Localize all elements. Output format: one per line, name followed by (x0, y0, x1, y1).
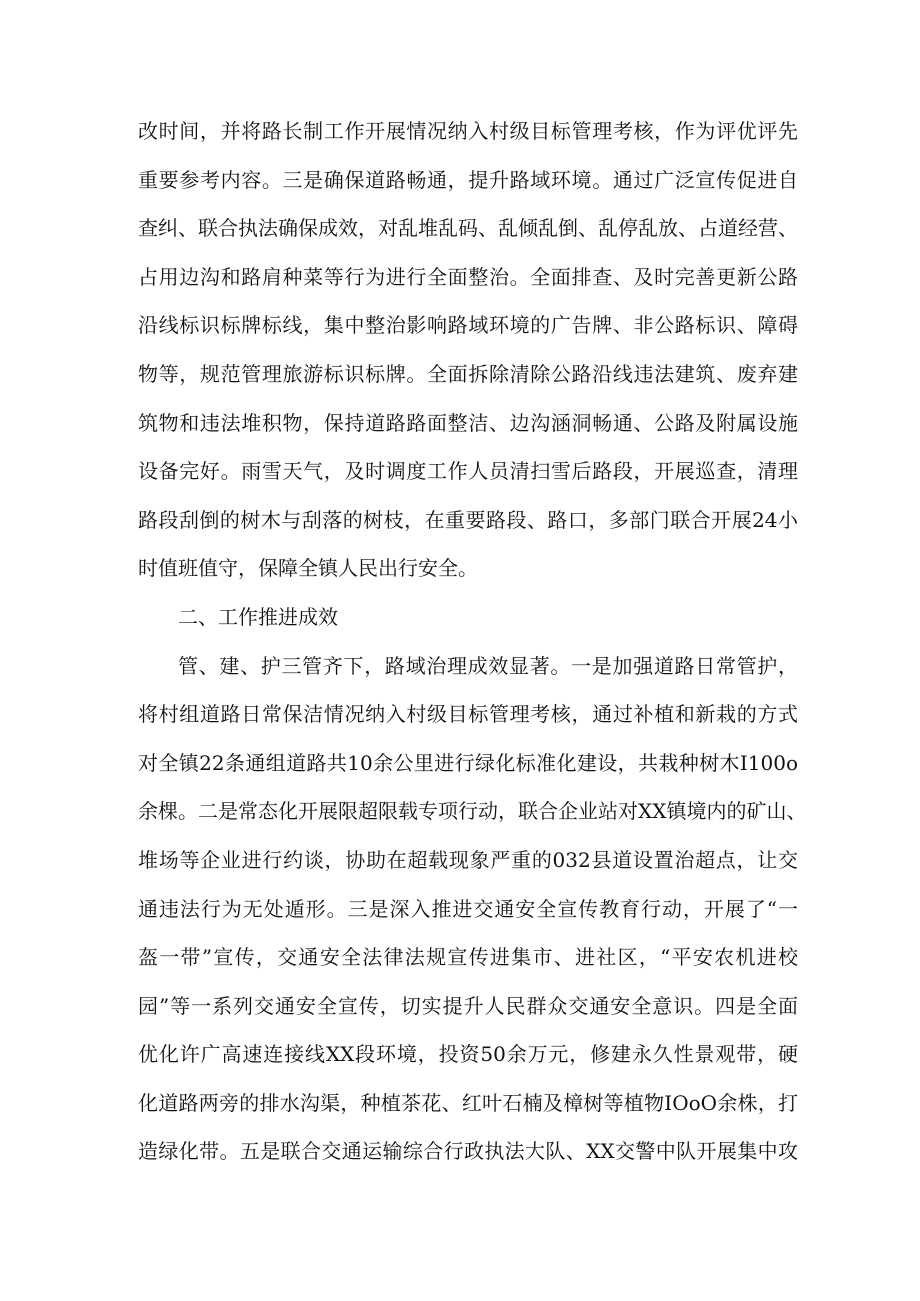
paragraph-1-line: 路段刮倒的树木与刮落的树枝，在重要路段、路口，多部门联合开展24小 (138, 507, 798, 532)
paragraph-2-line: 通违法行为无处遁形。三是深入推进交通安全宣传教育行动，开展了“一 (138, 896, 798, 921)
paragraph-2-line: 盔一带”宣传，交通安全法律法规宣传进集市、进社区，“平安农机进校 (138, 945, 798, 970)
paragraph-2-line: 余棵。二是常态化开展限超限载专项行动，联合企业站对XX镇境内的矿山、 (138, 799, 807, 824)
paragraph-1-line: 设备完好。雨雪天气，及时调度工作人员清扫雪后路段，开展巡查，清理 (138, 459, 798, 484)
paragraph-2-line: 堆场等企业进行约谈，协助在超载现象严重的032县道设置治超点，让交 (138, 847, 798, 872)
paragraph-2-line: 园”等一系列交通安全宣传，切实提升人民群众交通安全意识。四是全面 (138, 993, 798, 1018)
paragraph-2-line: 管、建、护三管齐下，路域治理成效显著。一是加强道路日常管护， (178, 653, 798, 678)
paragraph-2-line: 化道路两旁的排水沟渠，种植茶花、红叶石楠及樟树等植物IOoO余株，打 (138, 1090, 798, 1115)
paragraph-1-line: 重要参考内容。三是确保道路畅通，提升路域环境。通过广泛宣传促进自 (138, 167, 798, 192)
paragraph-1-line: 改时间，并将路长制工作开展情况纳入村级目标管理考核，作为评优评先 (138, 119, 798, 143)
paragraph-1-line: 筑物和违法堆积物，保持道路路面整洁、边沟涵洞畅通、公路及附属设施 (138, 410, 798, 435)
paragraph-2-line: 将村组道路日常保洁情况纳入村级目标管理考核，通过补植和新栽的方式 (138, 702, 798, 727)
paragraph-1-line: 占用边沟和路肩种菜等行为进行全面整治。全面排查、及时完善更新公路 (138, 264, 798, 289)
paragraph-1 (138, 107, 798, 593)
paragraph-2-line: 优化许广高速连接线XX段环境，投资50余万元，修建永久性景观带，硬 (138, 1042, 798, 1067)
paragraph-1-line: 查纠、联合执法确保成效，对乱堆乱码、乱倾乱倒、乱停乱放、占道经营、 (138, 216, 798, 241)
paragraph-2-line: 造绿化带。五是联合交通运输综合行政执法大队、XX交警中队开展集中攻 (138, 1139, 798, 1164)
paragraph-2 (138, 642, 807, 1177)
paragraph-1-line: 沿线标识标牌标线，集中整治影响路域环境的广告牌、非公路标识、障碍 (138, 313, 798, 338)
section-heading: 二、工作推进成效 (178, 604, 338, 629)
document-body (138, 107, 807, 1176)
paragraph-1-line: 物等，规范管理旅游标识标牌。全面拆除清除公路沿线违法建筑、废弃建 (138, 361, 798, 386)
paragraph-2-line: 对全镇22条通组道路共10余公里进行绿化标准化建设，共栽种树木I100o (138, 750, 798, 775)
paragraph-1-line: 时值班值守，保障全镇人民出行安全。 (138, 556, 478, 581)
